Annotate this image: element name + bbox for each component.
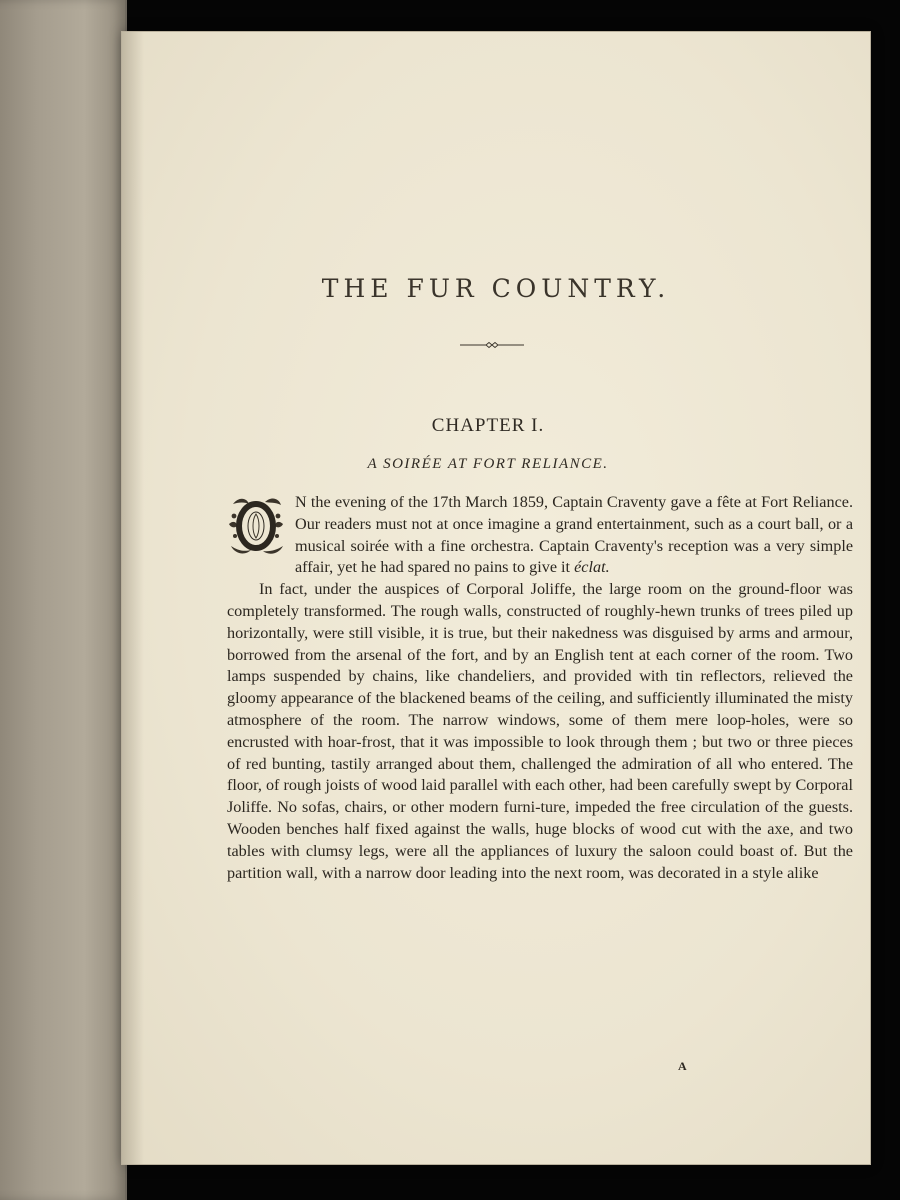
facing-page-edge — [0, 0, 127, 1200]
signature-mark: A — [678, 1059, 687, 1073]
italic-word-eclat: éclat. — [574, 558, 610, 577]
title-ornament-divider — [460, 340, 524, 350]
book-title: THE FUR COUNTRY. — [321, 274, 671, 303]
body-text — [227, 492, 853, 884]
book-page — [122, 32, 870, 1164]
chapter-heading: CHAPTER I. — [431, 415, 545, 436]
paragraph-2: In fact, under the auspices of Corporal Joliffe, the large room on the ground-floor was completely transformed. The rough walls, constructed of roughly-hewn trunks of trees piled up horizontally, were still visible, it is true, but their nakedness was disguised by arms and armour, borrowed from the arsenal of the fort, and by an English tent at each corner of the room. Two lamps suspended by chains, like chandeliers, and provided with tin reflectors, relieved the gloomy appearance of the blackened beams of the ceiling, and sufficiently illuminated the misty atmosphere of the room. The narrow windows, some of them mere loop-holes, were so encrusted with hoar-frost, that it was impossible to look through them ; but two or three pieces of red bunting, tastily arranged about them, challenged the admiration of all who entered. The floor, of rough joists of wood laid parallel with each other, had been carefully swept by Corporal Joliffe. No sofas, chairs, or other modern furni-ture, impeded the free circulation of the guests. Wooden benches half fixed against the walls, huge blocks of wood cut with the axe, and two tables with clumsy legs, were all the appliances of luxury the saloon could boast of. But the partition wall, with a narrow door leading into the next room, was decorated in a style alike — [227, 580, 853, 882]
paragraph-1 — [227, 492, 853, 579]
ornamental-dropcap-o — [225, 494, 287, 558]
chapter-subtitle: A SOIRÉE AT FORT RELIANCE. — [367, 456, 609, 472]
paragraph-1-text: N the evening of the 17th March 1859, Captain Craventy gave a fête at Fort Reliance. Our readers must not at once imagine a grand entertainment, such as a court ball, or a musical soirée with a fine orchestra. Captain Craventy's reception was a very simple affair, yet he had spared no pains to give it — [295, 493, 853, 577]
gutter-shadow — [122, 32, 144, 1164]
